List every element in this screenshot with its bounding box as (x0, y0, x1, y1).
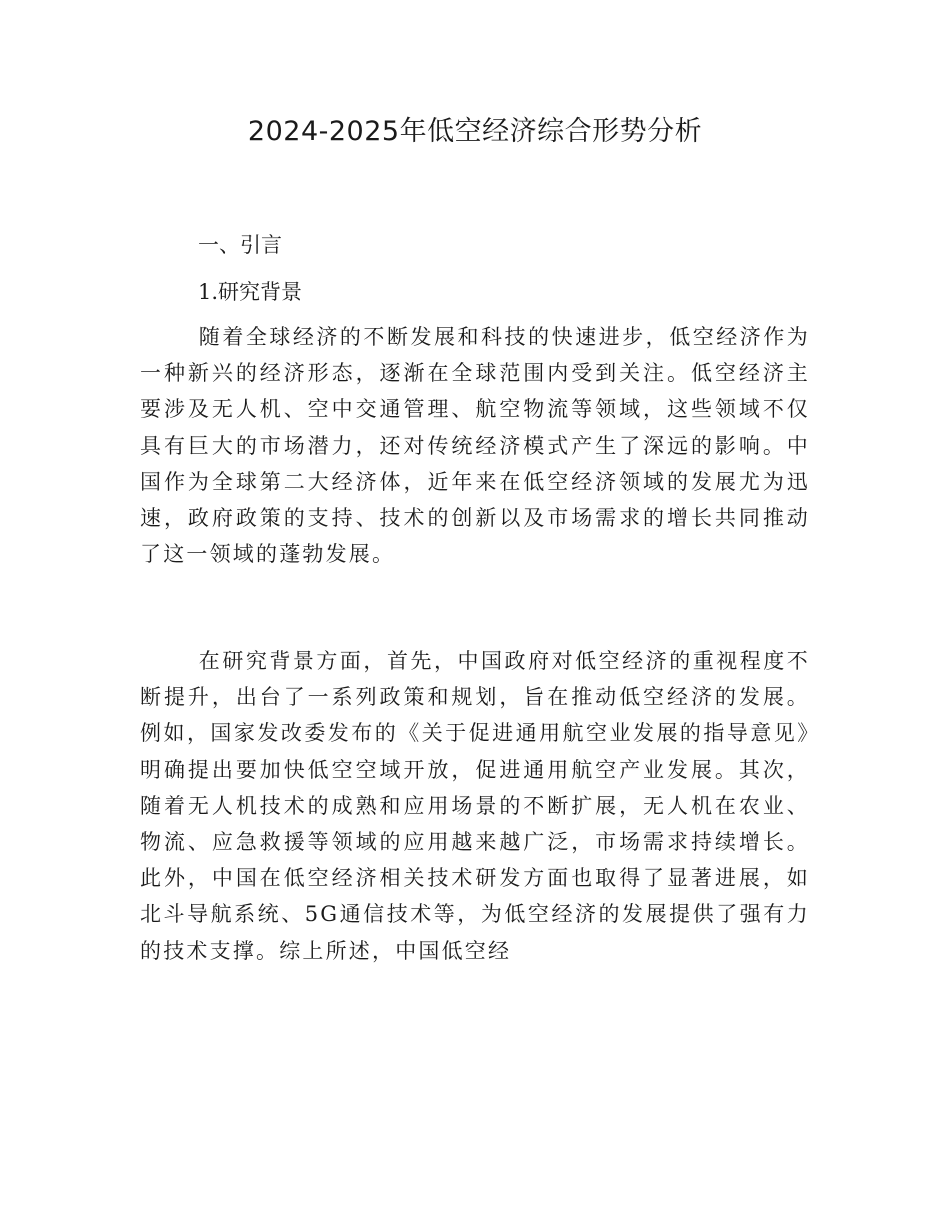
subsection-heading: 1.研究背景 (198, 280, 303, 304)
section-heading: 一、引言 (198, 233, 282, 257)
paragraph-2: 在研究背景方面，首先，中国政府对低空经济的重视程度不断提升，出台了一系列政策和规划，旨在推动低空经济的发展。例如，国家发改委发布的《关于促进通用航空业发展的指导意见》明确提出要加快低空空域开放，促进通用航空产业发展。其次，随着无人机技术的成熟和应用场景的不断扩展，无人机在农业、物流、应急救援等领域的应用越来越广泛，市场需求持续增长。此外，中国在低空经济相关技术研发方面也取得了显著进展，如北斗导航系统、5G通信技术等，为低空经济的发展提供了强有力的技术支撑。综上所述，中国低空经 (140, 649, 810, 963)
paragraph-1: 随着全球经济的不断发展和科技的快速进步，低空经济作为一种新兴的经济形态，逐渐在全球范围内受到关注。低空经济主要涉及无人机、空中交通管理、航空物流等领域，这些领域不仅具有巨大的市场潜力，还对传统经济模式产生了深远的影响。中国作为全球第二大经济体，近年来在低空经济领域的发展尤为迅速，政府政策的支持、技术的创新以及市场需求的增长共同推动了这一领域的蓬勃发展。 (140, 325, 810, 567)
document-title: 2024-2025年低空经济综合形势分析 (247, 116, 703, 147)
